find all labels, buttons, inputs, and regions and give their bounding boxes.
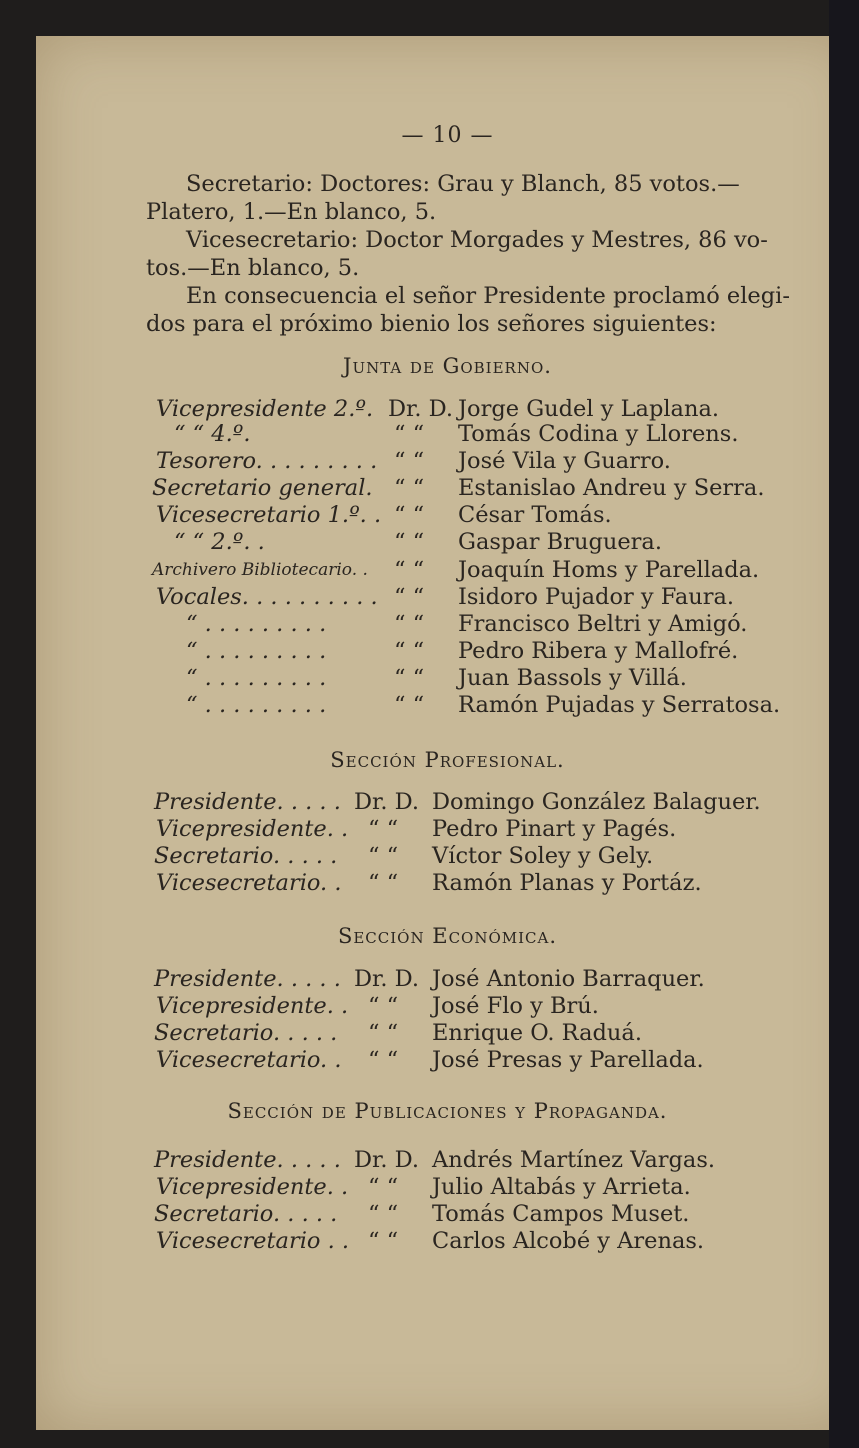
table-row [36, 610, 859, 638]
person-name: José Presas y Parellada. [432, 1047, 704, 1073]
role-label: Presidente. . . . . [154, 789, 341, 815]
person-name: Carlos Alcobé y Arenas. [432, 1228, 705, 1254]
title-label: Dr. D. [354, 966, 420, 992]
role-label: “ . . . . . . . . . [186, 665, 327, 691]
role-label: Vicesecretario. . [156, 1047, 342, 1073]
title-label: “ “ [394, 584, 425, 610]
table-row [36, 474, 859, 502]
title-label: “ “ [394, 421, 425, 447]
title-label: “ “ [394, 448, 425, 474]
table-row [36, 815, 859, 843]
role-label: “ . . . . . . . . . [186, 692, 327, 718]
role-label: “ “ 4.º. [174, 421, 251, 447]
person-name: Enrique O. Raduá. [432, 1020, 642, 1046]
person-name: Andrés Martínez Vargas. [432, 1147, 716, 1173]
page-number: — 10 — [401, 123, 494, 148]
table-row [36, 965, 859, 993]
table-row [36, 395, 859, 423]
intro-paragraph [146, 170, 790, 338]
table-row [36, 1173, 859, 1201]
role-label: Vicesecretario. . [156, 870, 342, 896]
person-name: José Antonio Barraquer. [432, 966, 705, 992]
title-label: “ “ [368, 1020, 399, 1046]
person-name: Jorge Gudel y Laplana. [458, 396, 720, 422]
table-row [36, 691, 859, 719]
person-name: Ramón Pujadas y Serratosa. [458, 692, 781, 718]
title-label: “ “ [394, 475, 425, 501]
title-label: “ “ [394, 557, 425, 583]
title-label: “ “ [368, 816, 399, 842]
role-label: Vicepresidente 2.º. [156, 396, 374, 422]
table-row [36, 1227, 859, 1255]
role-label: Presidente. . . . . [154, 966, 341, 992]
role-label: Presidente. . . . . [154, 1147, 341, 1173]
section-heading-economica: Sección Económica. [337, 924, 558, 948]
title-label: “ “ [394, 692, 425, 718]
title-label: “ “ [394, 638, 425, 664]
role-label: Vicepresidente. . [156, 1174, 349, 1200]
person-name: Víctor Soley y Gely. [432, 843, 654, 869]
table-row [36, 1046, 859, 1074]
table-row [36, 447, 859, 475]
title-label: “ “ [394, 665, 425, 691]
person-name: Gaspar Bruguera. [458, 529, 662, 555]
table-row [36, 637, 859, 665]
title-label: “ “ [394, 529, 425, 555]
person-name: Julio Altabás y Arrieta. [432, 1174, 691, 1200]
role-label: “ . . . . . . . . . [186, 611, 327, 637]
role-label: Archivero Bibliotecario. . [152, 560, 368, 580]
title-label: Dr. D. [388, 396, 454, 422]
role-label: Secretario general. [152, 475, 373, 501]
table-row [36, 992, 859, 1020]
table-row [36, 869, 859, 897]
person-name: César Tomás. [458, 502, 612, 528]
role-label: Tesorero. . . . . . . . . [156, 448, 378, 474]
title-label: “ “ [368, 843, 399, 869]
table-row [36, 664, 859, 692]
table-row [36, 842, 859, 870]
section-heading-junta: Junta de Gobierno. [343, 354, 552, 378]
person-name: Pedro Ribera y Mallofré. [458, 638, 739, 664]
role-label: Secretario. . . . . [154, 1020, 338, 1046]
role-label: “ . . . . . . . . . [186, 638, 327, 664]
title-label: “ “ [394, 611, 425, 637]
person-name: José Flo y Brú. [432, 993, 599, 1019]
person-name: Francisco Beltri y Amigó. [458, 611, 748, 637]
person-name: Juan Bassols y Villá. [458, 665, 687, 691]
person-name: Domingo González Balaguer. [432, 789, 761, 815]
table-row [36, 1019, 859, 1047]
intro-line: Platero, 1.—En blanco, 5. [146, 199, 437, 225]
table-row [36, 788, 859, 816]
title-label: “ “ [368, 1201, 399, 1227]
intro-line: tos.—En blanco, 5. [146, 255, 360, 281]
title-label: “ “ [394, 502, 425, 528]
person-name: Joaquín Homs y Parellada. [458, 557, 760, 583]
role-label: Vocales. . . . . . . . . . [156, 584, 378, 610]
title-label: Dr. D. [354, 1147, 420, 1173]
person-name: Tomás Codina y Llorens. [458, 421, 739, 447]
role-label: Secretario. . . . . [154, 843, 338, 869]
table-row [36, 1200, 859, 1228]
table-row [36, 420, 859, 448]
title-label: “ “ [368, 870, 399, 896]
table-row [36, 556, 859, 584]
title-label: “ “ [368, 1228, 399, 1254]
table-row [36, 528, 859, 556]
person-name: Estanislao Andreu y Serra. [458, 475, 765, 501]
title-label: “ “ [368, 993, 399, 1019]
book-page [36, 36, 859, 1430]
person-name: Tomás Campos Muset. [432, 1201, 690, 1227]
book-binding-edge [829, 0, 859, 1448]
intro-line: En consecuencia el señor Presidente proclamó elegi- [186, 283, 790, 309]
intro-line: dos para el próximo bienio los señores siguientes: [146, 311, 717, 337]
section-heading-publicaciones: Sección de Publicaciones y Propaganda. [227, 1099, 668, 1123]
role-label: Vicepresidente. . [156, 816, 349, 842]
role-label: Vicepresidente. . [156, 993, 349, 1019]
table-row [36, 501, 859, 529]
section-heading-profesional: Sección Profesional. [330, 748, 565, 772]
person-name: Ramón Planas y Portáz. [432, 870, 702, 896]
title-label: Dr. D. [354, 789, 420, 815]
role-label: Vicesecretario 1.º. . [156, 502, 382, 528]
title-label: “ “ [368, 1174, 399, 1200]
table-row [36, 1146, 859, 1174]
title-label: “ “ [368, 1047, 399, 1073]
person-name: Pedro Pinart y Pagés. [432, 816, 677, 842]
intro-line: Secretario: Doctores: Grau y Blanch, 85 votos.— [186, 171, 740, 197]
table-row [36, 583, 859, 611]
person-name: Isidoro Pujador y Faura. [458, 584, 735, 610]
role-label: Secretario. . . . . [154, 1201, 338, 1227]
intro-line: Vicesecretario: Doctor Morgades y Mestres, 86 vo- [186, 227, 768, 253]
role-label: Vicesecretario . . [156, 1228, 350, 1254]
person-name: José Vila y Guarro. [458, 448, 671, 474]
role-label: “ “ 2.º. . [174, 529, 265, 555]
